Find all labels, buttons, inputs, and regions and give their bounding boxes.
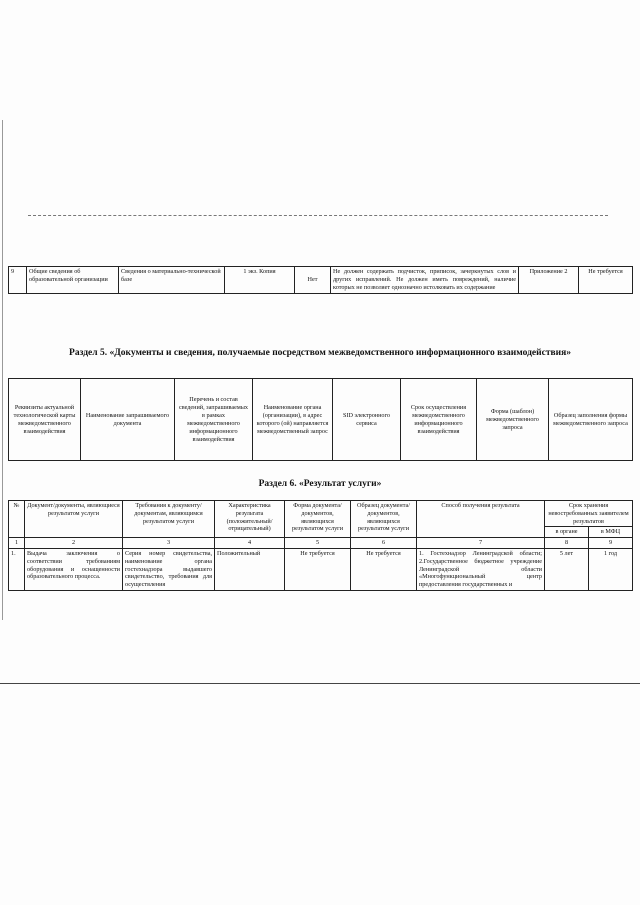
cell-sample: Не требуется — [579, 267, 633, 294]
col-number: 4 — [215, 538, 285, 549]
cell-doc: Выдача заключения о соответствии требованиям оборудования и оснащенности образовательного процесса. — [25, 548, 123, 590]
header-form: Форма документа/документов, являющихся результатом услуги — [285, 501, 351, 538]
header-req: Требования к документу/документам, являющимся результатом услуги — [123, 501, 215, 538]
header-num: № — [9, 501, 25, 538]
cell-sample: Не требуется — [351, 548, 417, 590]
header-mfc: в МФЦ — [589, 527, 633, 538]
cell-mfc: 1 год — [589, 548, 633, 590]
header-cell: SID электронного сервиса — [333, 379, 401, 461]
header-cell: Форма (шаблон) межведомственного запроса — [477, 379, 549, 461]
section6-number-row — [9, 538, 633, 549]
section5-table — [8, 378, 633, 461]
section6-title: Раздел 6. «Результат услуги» — [258, 479, 382, 489]
table-continuation — [8, 266, 633, 294]
cell-organ: 5 лет — [545, 548, 589, 590]
top-dashed-line — [28, 215, 608, 216]
section6-table — [8, 500, 633, 591]
col-number: 7 — [417, 538, 545, 549]
cell-char: Положительный — [215, 548, 285, 590]
header-method: Способ получения результата — [417, 501, 545, 538]
cell-document: Сведения о материально-технической базе — [119, 267, 225, 294]
cell-condition: Нет — [295, 267, 331, 294]
header-cell: Срок осуществления межведомственного информационного взаимодействия — [401, 379, 477, 461]
cell-num: 1. — [9, 548, 25, 590]
cell-form: Приложение 2 — [519, 267, 579, 294]
cell-category: Общие сведения об образовательной организации — [27, 267, 119, 294]
col-number: 3 — [123, 538, 215, 549]
cell-count: 1 экз. Копия — [225, 267, 295, 294]
cell-form: Не требуется — [285, 548, 351, 590]
cell-req: Серия номер свидетельства, наименование органа гостехнадзора выдавшего свидетельство, требования для осуществления — [123, 548, 215, 590]
header-cell: Образец заполнения формы межведомственного запроса — [549, 379, 633, 461]
section5-title: Раздел 5. «Документы и сведения, получаемые посредством межведомственного информационного взаимодействия» — [69, 348, 571, 358]
col-number: 6 — [351, 538, 417, 549]
cell-requirements: Не должен содержать подчисток, приписок, зачеркнутых слов и других исправлений. Не должен иметь повреждений, наличие которых не позволяет однозначно истолковать их содержание — [331, 267, 519, 294]
table-row — [9, 548, 633, 590]
header-sample: Образец документа/документов, являющихся результатом услуги — [351, 501, 417, 538]
header-cell: Наименование запрашиваемого документа — [81, 379, 175, 461]
header-char: Характеристика результата (положительный/отрицательный) — [215, 501, 285, 538]
header-cell: Реквизиты актуальной технологической карты межведомственного взаимодействия — [9, 379, 81, 461]
table-row — [9, 267, 633, 294]
header-storage: Срок хранения невостребованных заявителем результатов — [545, 501, 633, 527]
cell-method: 1. Гостехнадзор Ленинградской области; 2.Государственное бюджетное учреждение Ленинградской области «Многофункциональный центр предоставления государственных и — [417, 548, 545, 590]
bottom-scan-line — [0, 683, 640, 684]
header-cell: Наименование органа (организации), в адрес которого (ой) направляется межведомственный запрос — [253, 379, 333, 461]
section5-header-row — [9, 379, 633, 461]
col-number: 5 — [285, 538, 351, 549]
header-organ: в органе — [545, 527, 589, 538]
header-cell: Перечень и состав сведений, запрашиваемых в рамках межведомственного информационного взаимодействия — [175, 379, 253, 461]
scan-edge-mark — [2, 120, 3, 620]
col-number: 1 — [9, 538, 25, 549]
cell-num: 9 — [9, 267, 27, 294]
col-number: 2 — [25, 538, 123, 549]
section6-header-row — [9, 501, 633, 527]
header-doc: Документ/документы, являющиеся результатом услуги — [25, 501, 123, 538]
col-number: 9 — [589, 538, 633, 549]
col-number: 8 — [545, 538, 589, 549]
